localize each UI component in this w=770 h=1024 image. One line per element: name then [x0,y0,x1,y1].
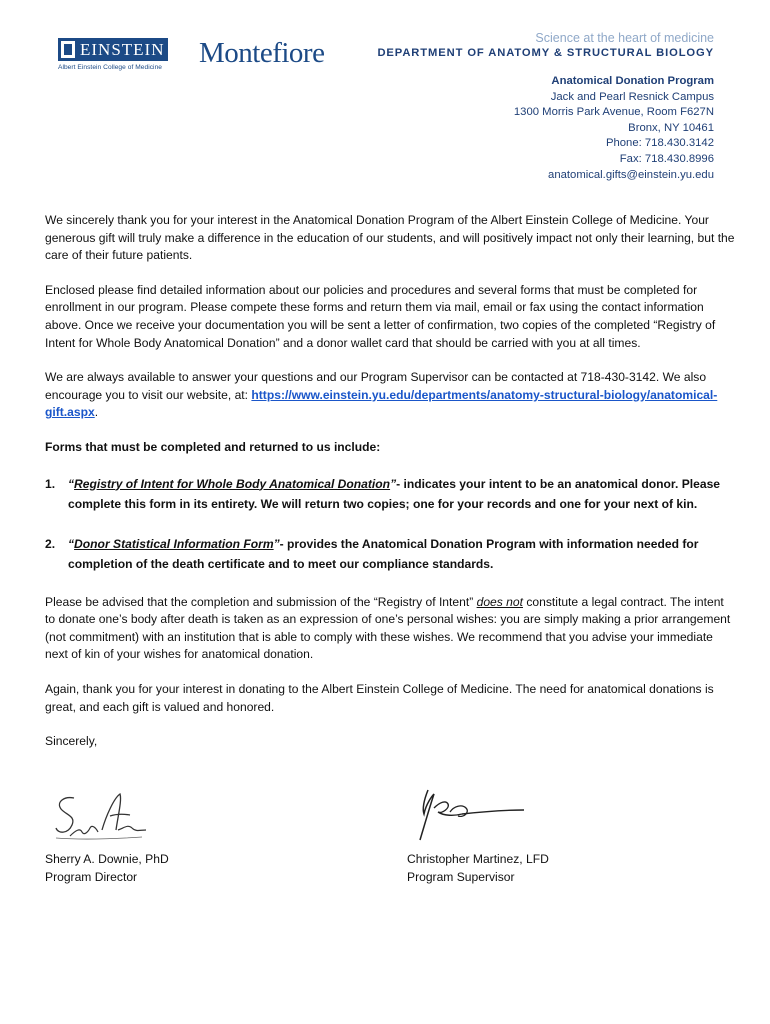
close-quote: ” [273,536,280,551]
signer-name: Christopher Martinez, LFD [407,852,549,866]
paragraph-closing-thanks: Again, thank you for your interest in donating to the Albert Einstein College of Medicine. The need for anatomical donations is great, and each gift is valued and honored. [45,681,714,714]
paragraph-contact [45,369,735,422]
tagline: Science at the heart of medicine [535,31,714,45]
phone: Phone: 718.430.3142 [605,137,714,150]
program-name: Anatomical Donation Program [551,75,714,87]
campus: Jack and Pearl Resnick Campus [550,90,714,103]
close-quote: ” [390,476,397,491]
fax: Fax: 718.430.8996 [619,152,714,165]
paragraph-advisory [45,594,735,664]
address-block [514,74,714,183]
signer-title: Program Supervisor [407,869,515,884]
form-description: - provides the Anatomical Donation Program with information needed for completion of the death certificate and to meet our compliance standards. [68,536,699,571]
form-item [45,534,735,574]
form-number: 1. [45,476,56,491]
einstein-logo-word: EINSTEIN [80,40,165,59]
advisory-text-a: Please be advised that the completion and submission of the “Registry of Intent” [45,594,477,609]
form-description: - indicates your intent to be an anatomical donor. Please complete this form in its entirety. We will return two copies; one for your records and one for your next of kin. [68,476,721,511]
signer-name: Sherry A. Downie, PhD [45,852,169,866]
advisory-emphasis: does not [476,594,523,609]
einstein-logo-subtitle: Albert Einstein College of Medicine [58,64,163,71]
einstein-logo-box [58,38,168,61]
montefiore-logo: Montefiore [199,37,325,69]
email[interactable]: anatomical.gifts@einstein.yu.edu [548,168,714,181]
forms-heading: Forms that must be completed and returned to us include: [45,439,381,454]
signer-martinez [407,851,549,886]
letter-body [45,212,735,768]
contact-end: . [94,405,99,420]
open-quote: “ [68,476,75,491]
signer-downie [45,851,169,886]
signature-martinez [410,786,530,846]
city-state-zip: Bronx, NY 10461 [628,121,714,134]
form-name: Registry of Intent for Whole Body Anatomical Donation [74,476,391,491]
einstein-emblem-icon [61,41,75,58]
open-quote: “ [68,536,75,551]
form-number: 2. [45,536,56,551]
contact-text: We are always available to answer your questions and our Program Supervisor can be contacted at 718-430-3142. We also encourage you to visit our website, at: [45,370,707,402]
forms-list [45,474,735,574]
form-item [45,474,735,514]
signer-title: Program Director [45,869,138,884]
paragraph-enclosed: Enclosed please find detailed information about our policies and procedures and several forms that must be completed for enrollment in our program. Please compete these forms and return them via mail, email or fax using the contact information above. Once we receive your documentation you will be sent a letter of confirmation, two copies of the completed “Registry of Intent for Whole Body Anatomical Donation” and a donor wallet card that should be carried with you at all times. [45,282,716,350]
website-link[interactable]: https://www.einstein.yu.edu/departments/anatomy-structural-biology/anatomical-gift.aspx [45,387,718,420]
department-name: DEPARTMENT OF ANATOMY & STRUCTURAL BIOLOGY [377,47,714,59]
signature-downie [52,790,152,845]
paragraph-thanks: We sincerely thank you for your interest in the Anatomical Donation Program of the Albert Einstein College of Medicine. Your generous gift will truly make a difference in the education of our students, and will positively impact not only their learning, but the care of their future patients. [45,213,735,263]
closing: Sincerely, [45,734,98,749]
einstein-logo [58,38,170,74]
street-address: 1300 Morris Park Avenue, Room F627N [513,106,714,119]
advisory-text-b: constitute a legal contract. The intent to donate one’s body after death is taken as an expression of one’s personal wishes: you are simply making a prior arrangement (not commitment) with an institution that is able to comply with these wishes. We recommend that you advise your immediate next of kin of your wishes for anatomical donation. [45,594,731,662]
form-name: Donor Statistical Information Form [74,536,274,551]
